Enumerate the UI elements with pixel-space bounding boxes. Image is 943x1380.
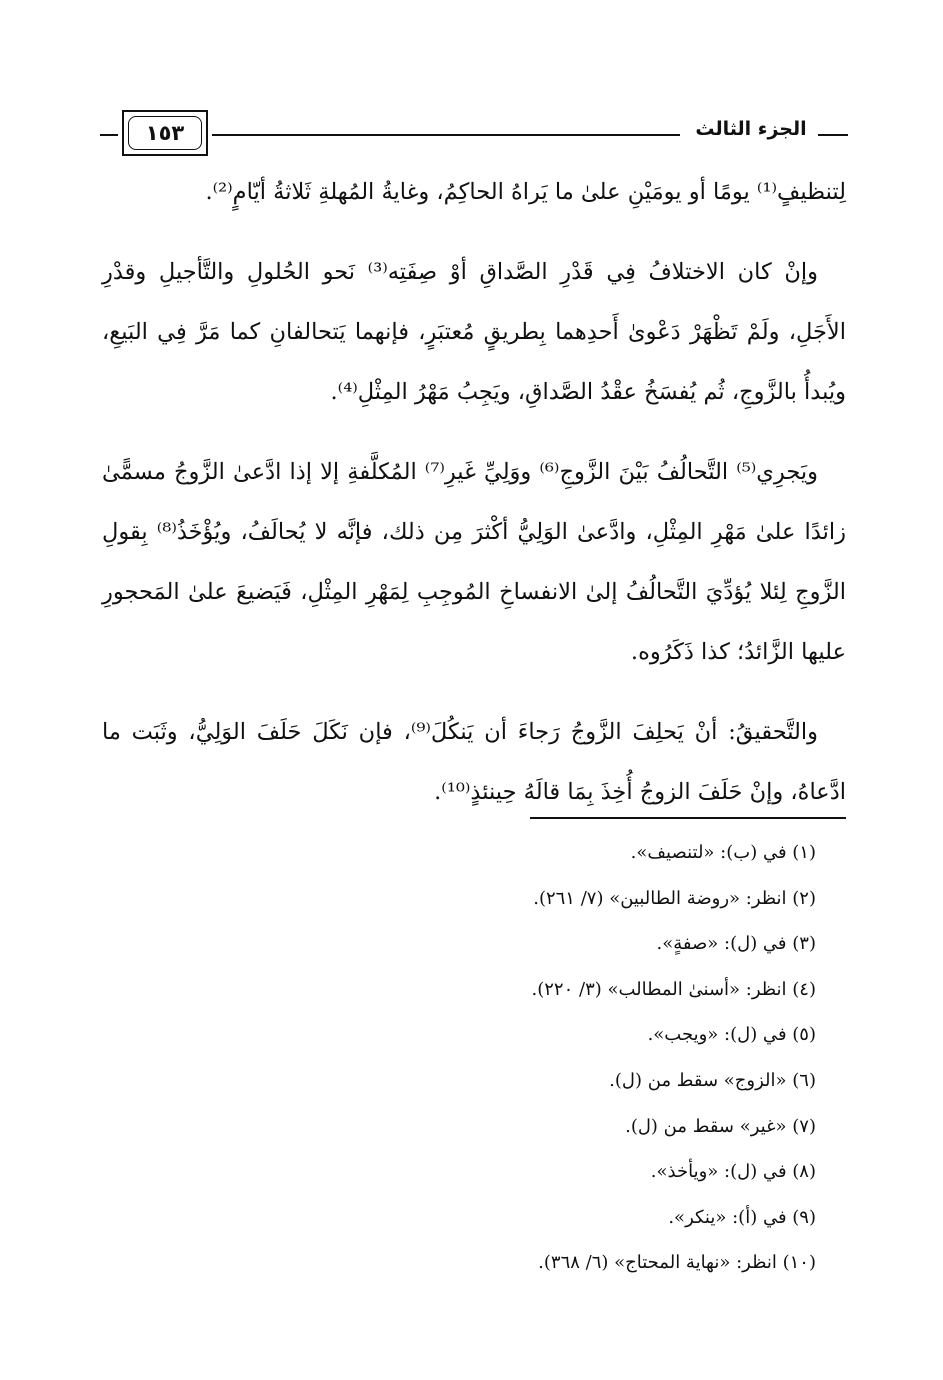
running-title: الجزء الثالث xyxy=(695,118,807,140)
header-rule-middle xyxy=(212,134,680,136)
footnote-separator xyxy=(530,817,846,819)
footnote: (١) في (ب): «لتنصيف». xyxy=(630,842,816,863)
footnote: (١٠) انظر: «نهاية المحتاج» (٦/ ٣٦٨). xyxy=(538,1252,816,1274)
page-number: ١٥٣ xyxy=(128,116,202,150)
paragraph: والتَّحقيقُ: أنْ يَحلِفَ الزَّوجُ رَجاءَ أن يَنكُلَ⁽⁹⁾، فإن نَكَلَ حَلَفَ الوَلِيُّ، وثَبَت ما ادَّعاهُ، وإنْ حَلَفَ الزوجُ أُخِذَ بِمَا قالَهُ حِينئذٍ⁽¹⁰⁾. xyxy=(102,719,846,805)
footnote: (٥) في (ل): «ويجب». xyxy=(647,1024,816,1046)
page-header xyxy=(100,108,850,158)
main-text xyxy=(102,162,846,842)
header-rule-right xyxy=(818,134,848,136)
footnote: (٧) «غير» سقط من (ل). xyxy=(625,1115,816,1137)
page-number-frame xyxy=(122,110,208,156)
paragraph: لِتنظيفٍ⁽¹⁾ يومًا أو يومَيْنِ علىٰ ما يَراهُ الحاكِمُ، وغايةُ المُهلةِ ثَلاثةُ أيّامٍ⁽²⁾. xyxy=(205,179,846,205)
footnote: (٦) «الزوج» سقط من (ل). xyxy=(609,1069,816,1091)
footnotes-list xyxy=(102,830,816,1286)
footnote: (٩) في (أ): «ينكر». xyxy=(668,1206,816,1228)
header-rule-left xyxy=(100,134,118,136)
footnote: (٣) في (ل): «صفةٍ». xyxy=(656,933,816,955)
footnote: (٤) انظر: «أسنىٰ المطالب» (٣/ ٢٢٠). xyxy=(531,978,816,1000)
paragraph: وإنْ كان الاختلافُ فِي قَدْرِ الصَّداقِ أوْ صِفَتِه⁽³⁾ نَحو الحُلولِ والتَّأجيلِ وقدْرِ الأَجَلِ، ولَمْ تَظْهَرْ دَعْوىٰ أَحدِهما بِطريقٍ مُعتبَرٍ، فإنهما يَتحالفانِ كما مَرَّ فِي البَيعِ، ويُبدأُ بالزَّوجِ، ثُم يُفسَخُ عقْدُ الصَّداقِ، ويَجِبُ مَهْرُ المِثْلِ⁽⁴⁾. xyxy=(102,259,846,405)
footnote: (٢) انظر: «روضة الطالبين» (٧/ ٢٦١). xyxy=(533,887,816,909)
footnote: (٨) في (ل): «ويأخذ». xyxy=(650,1161,816,1183)
paragraph: ويَجرِي⁽⁵⁾ التَّحالُفُ بَيْنَ الزَّوجِ⁽⁶⁾ ووَلِيِّ غَيرِ⁽⁷⁾ المُكلَّفةِ إلا إذا ادَّعىٰ الزَّوجُ مسمًّىٰ زائدًا علىٰ مَهْرِ المِثْلِ، وادَّعىٰ الوَلِيُّ أكْثرَ مِن ذلك، فإنَّه لا يُحالَفُ، ويُؤْخَذُ⁽⁸⁾ بِقولِ الزَّوجِ لِئلا يُؤدِّيَ التَّحالُفُ إلىٰ الانفساخِ المُوجِبِ لِمَهْرِ المِثْلِ، فَيَضيعَ علىٰ المَحجورِ عليها الزَّائدُ؛ كذا ذَكَرُوه. xyxy=(102,459,846,665)
